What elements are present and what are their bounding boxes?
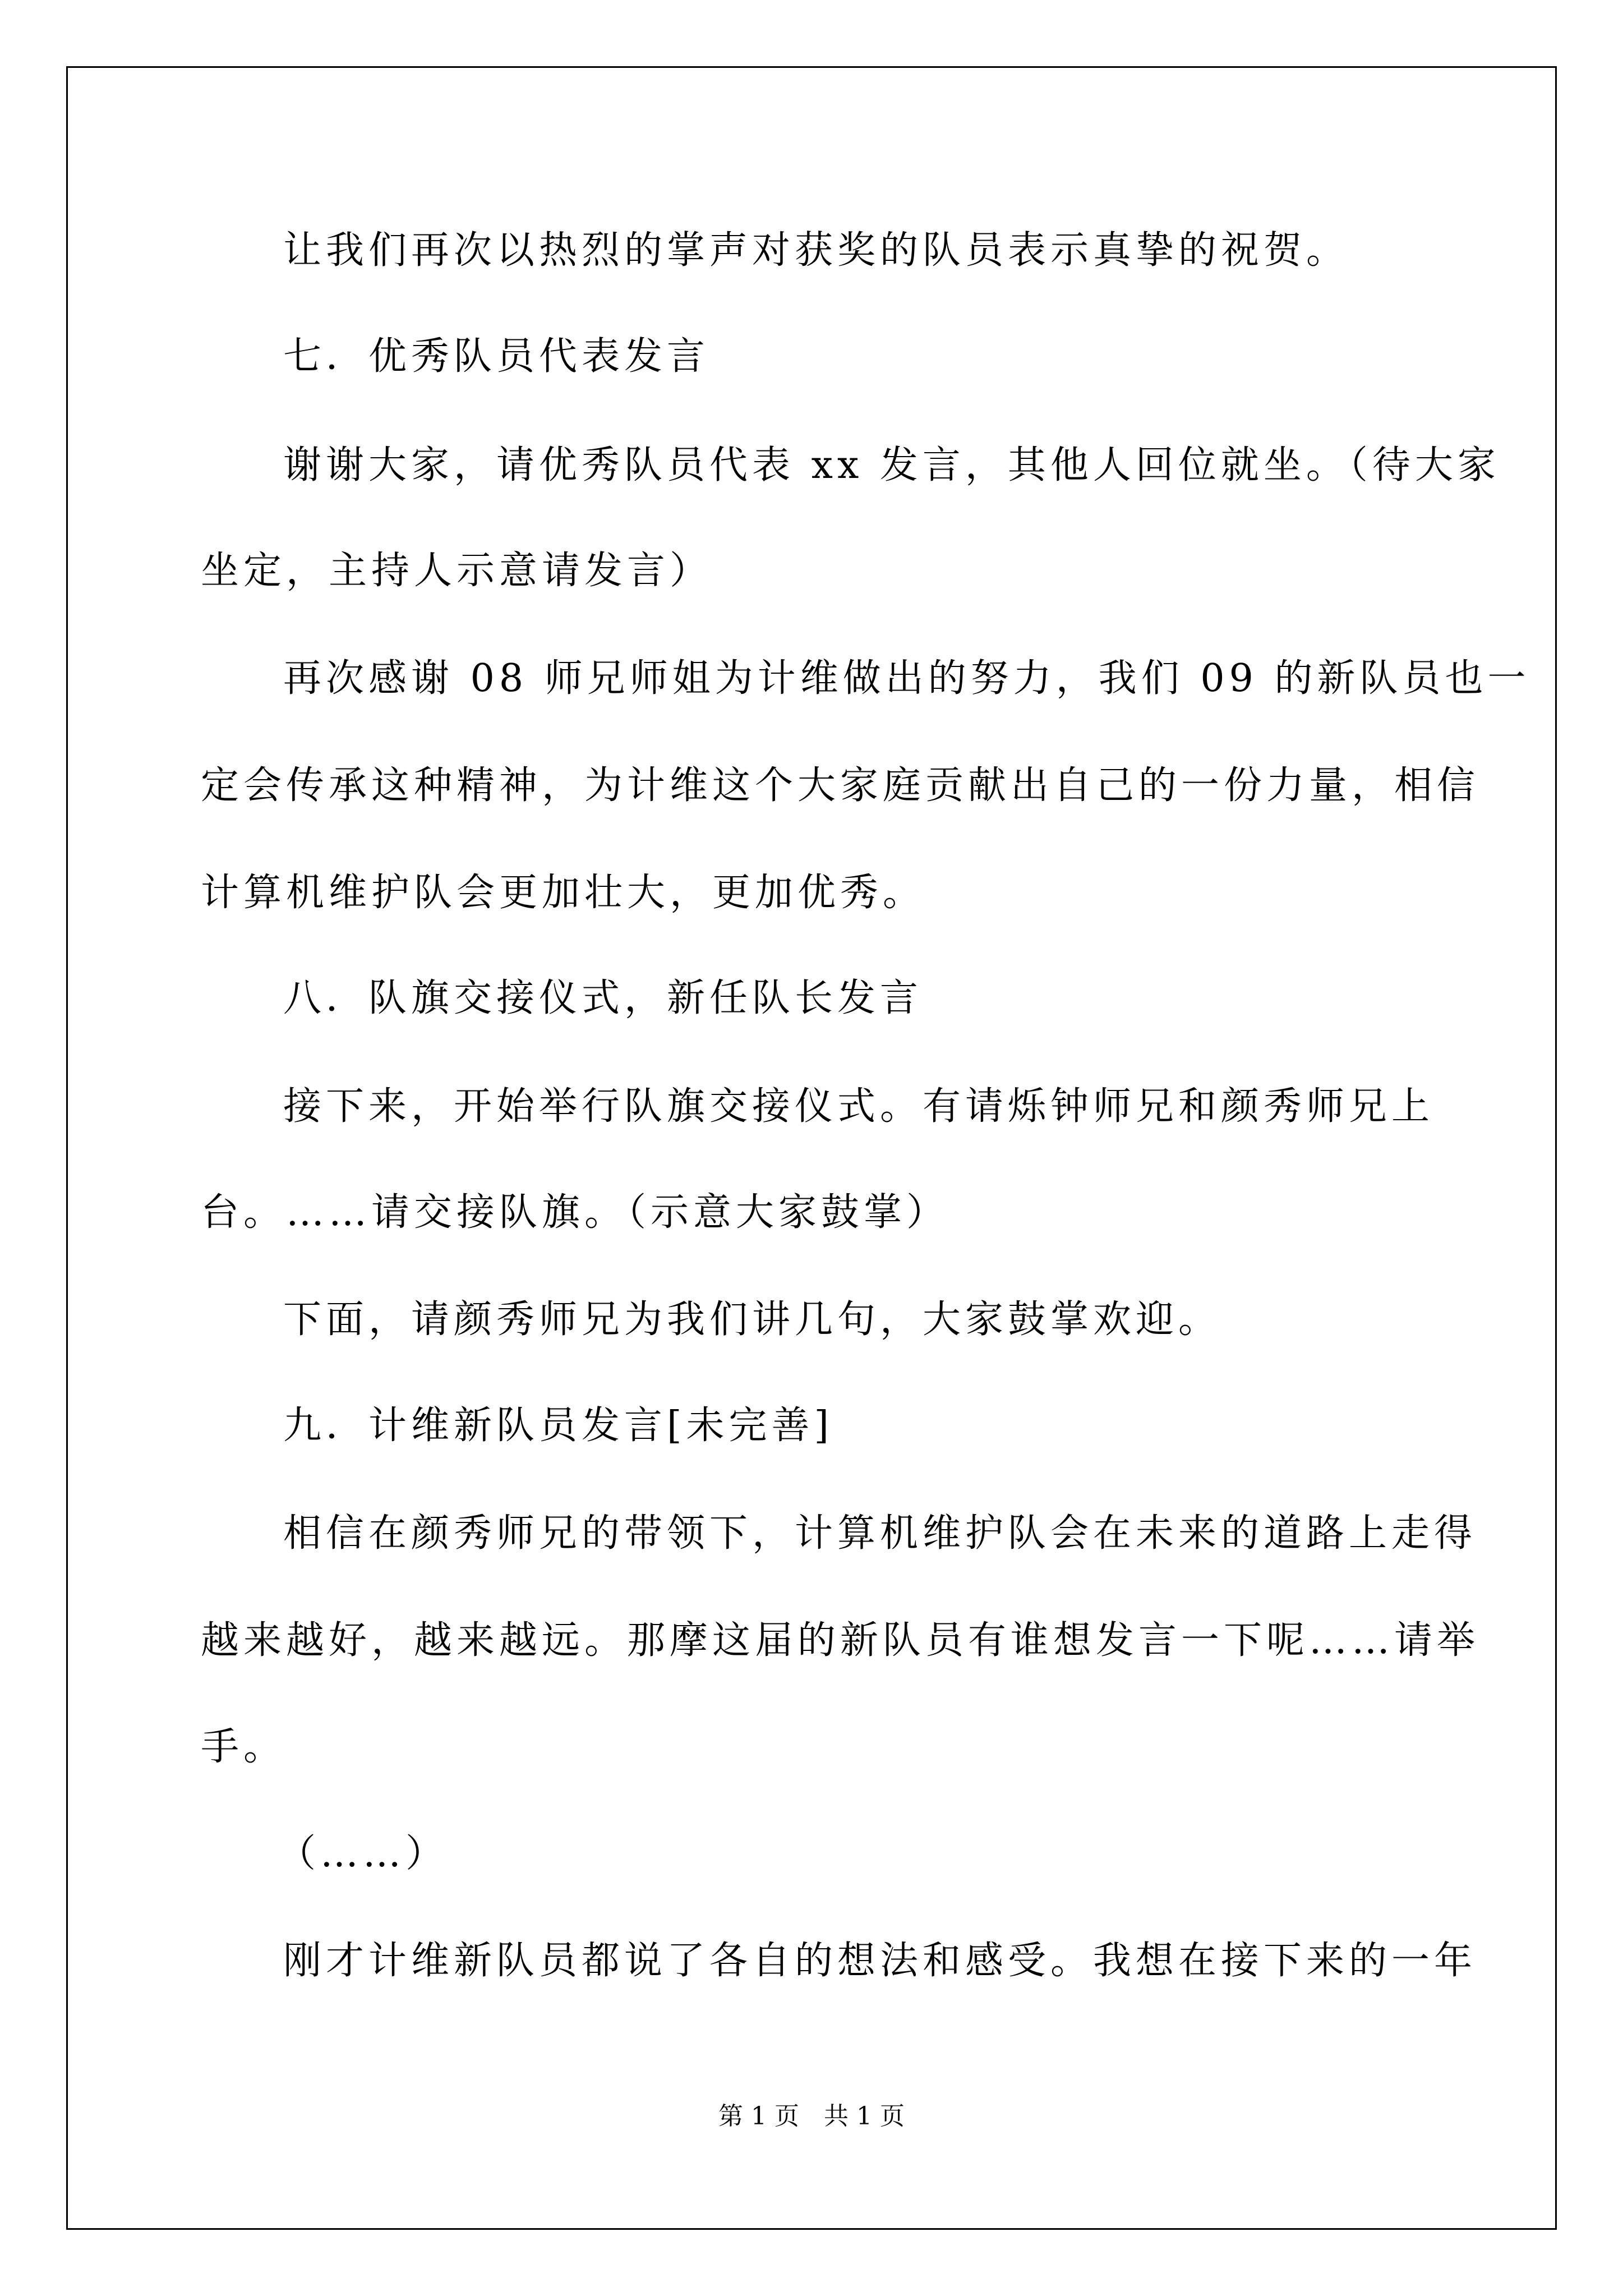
paragraph-line-15: 手。 (201, 1725, 287, 1769)
paragraph-line-17: 刚才计维新队员都说了各自的想法和感受。我想在接下来的一年 (283, 1939, 1477, 1983)
paragraph-line-14: 越来越好，越来越远。那摩这届的新队员有谁想发言一下呢……请举 (201, 1618, 1480, 1663)
paragraph-line-16: （……） (278, 1832, 449, 1876)
paragraph-line-11: 下面，请颜秀师兄为我们讲几句，大家鼓掌欢迎。 (283, 1297, 1221, 1342)
paragraph-line-6: 定会传承这种精神，为计维这个大家庭贡献出自己的一份力量，相信 (201, 763, 1480, 808)
paragraph-line-4: 坐定，主持人示意请发言） (201, 549, 713, 593)
section-heading-9: 九．计维新队员发言[未完善] (283, 1404, 834, 1448)
page-footer: 第 1 页 共 1 页 (718, 2102, 905, 2131)
paragraph-line-5: 再次感谢 08 师兄师姐为计维做出的努力，我们 09 的新队员也一 (283, 656, 1530, 701)
paragraph-line-10: 台。……请交接队旗。（示意大家鼓掌） (201, 1190, 949, 1235)
section-heading-7: 七．优秀队员代表发言 (283, 334, 710, 379)
paragraph-line-13: 相信在颜秀师兄的带领下，计算机维护队会在未来的道路上走得 (283, 1511, 1477, 1556)
paragraph-line-3: 谢谢大家，请优秀队员代表 xx 发言，其他人回位就坐。（待大家 (283, 443, 1500, 487)
paragraph-line-7: 计算机维护队会更加壮大，更加优秀。 (201, 871, 926, 915)
section-heading-8: 八．队旗交接仪式，新任队长发言 (283, 976, 923, 1020)
paragraph-line-1: 让我们再次以热烈的掌声对获奖的队员表示真挚的祝贺。 (283, 228, 1349, 273)
paragraph-line-9: 接下来，开始举行队旗交接仪式。有请烁钟师兄和颜秀师兄上 (283, 1084, 1435, 1129)
page-border (66, 66, 1557, 2230)
